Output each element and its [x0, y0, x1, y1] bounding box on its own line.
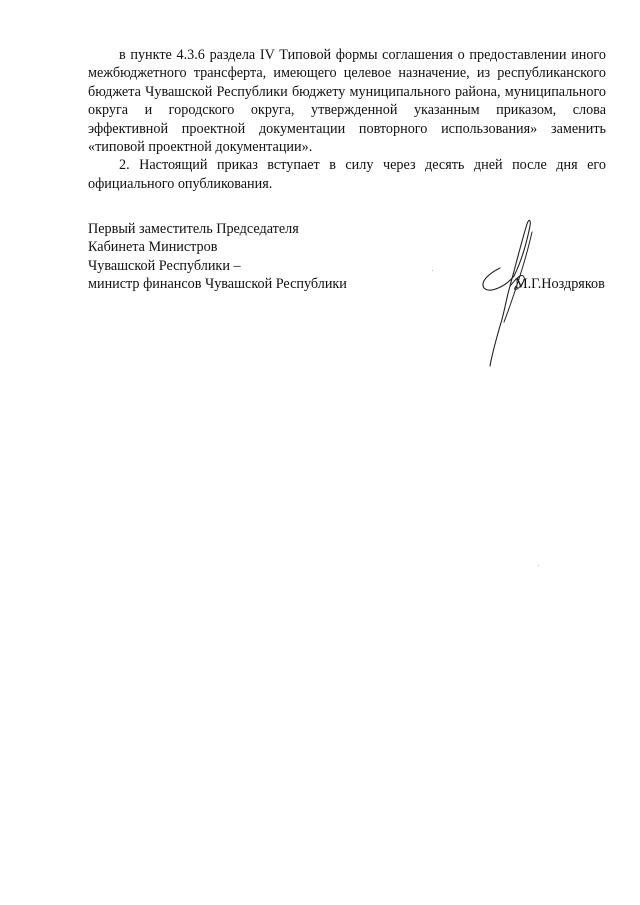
- signer-position-line-4: министр финансов Чувашской Республики: [88, 276, 347, 293]
- paragraph-1-line-4: округа и городского округа, утвержденной указанным приказом, слова: [88, 102, 606, 119]
- paragraph-2-line-1: 2. Настоящий приказ вступает в силу через десять дней после дня его: [119, 157, 606, 174]
- scan-speck: [538, 565, 539, 566]
- scan-speck: [432, 270, 433, 271]
- signer-position-line-1: Первый заместитель Председателя: [88, 221, 299, 237]
- paragraph-2-line-2: официального опубликования.: [88, 175, 273, 192]
- signer-name: М.Г.Ноздряков: [515, 276, 605, 293]
- paragraph-1-line-2: межбюджетного трансферта, имеющего целевое назначение, из республиканского: [88, 65, 606, 82]
- signer-position-line-3: Чувашской Республики –: [88, 257, 241, 274]
- document-body: [88, 46, 606, 193]
- signer-position-line-2: Кабинета Министров: [88, 239, 218, 256]
- paragraph-1-line-3: бюджета Чувашской Республики бюджету муниципального района, муниципального: [88, 83, 606, 100]
- handwritten-signature: [470, 216, 550, 376]
- paragraph-1-line-1: в пункте 4.3.6 раздела IV Типовой формы соглашения о предоставлении иного: [119, 47, 606, 63]
- paragraph-1-line-5: эффективной проектной документации повторного использования» заменить: [88, 120, 606, 137]
- paragraph-1-line-6: «типовой проектной документации».: [88, 138, 313, 155]
